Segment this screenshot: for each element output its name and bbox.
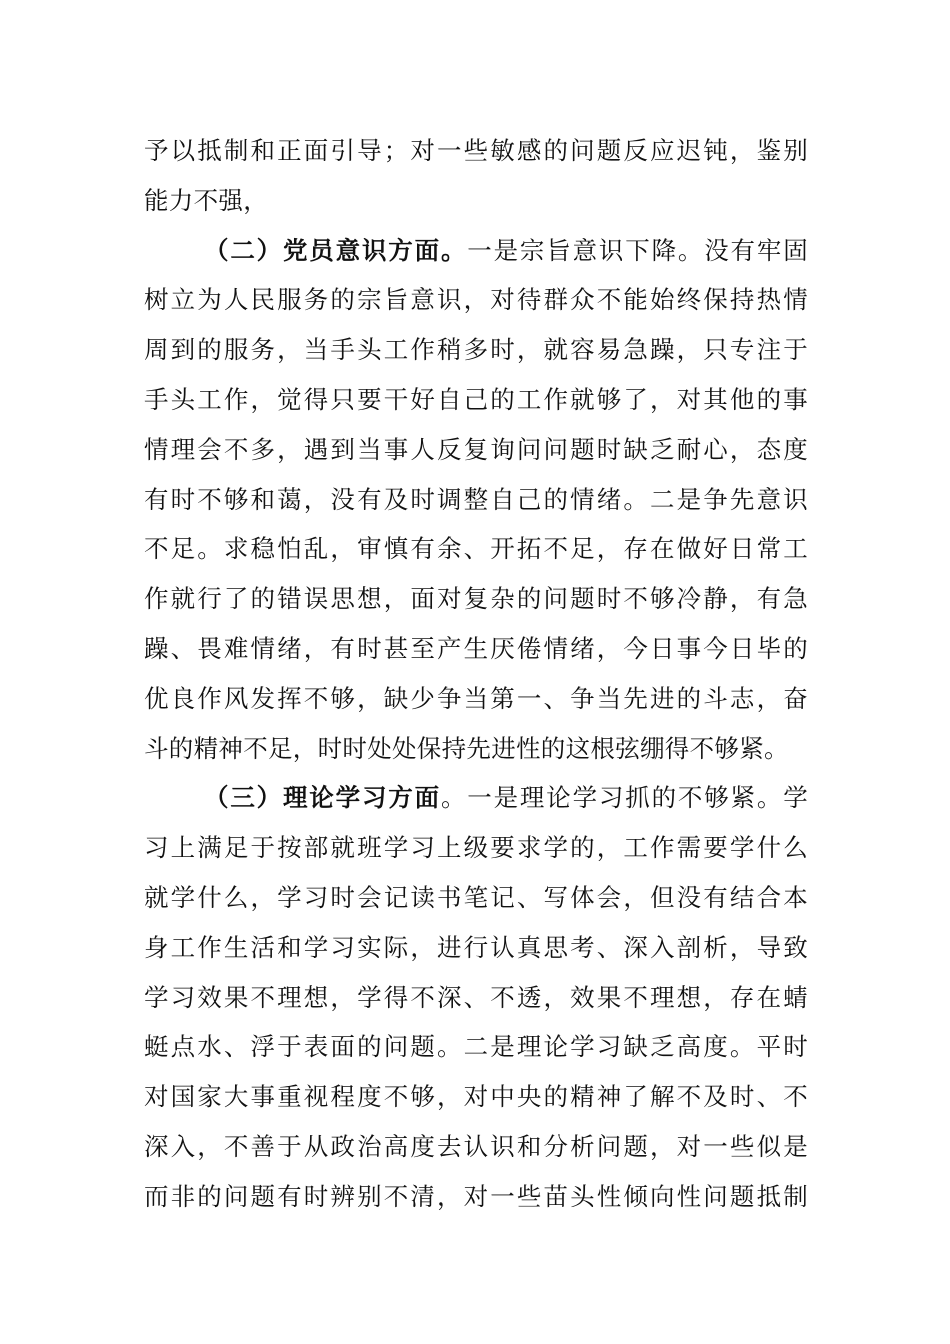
- text-line: 躁、畏难情绪，有时甚至产生厌倦情绪，今日事今日毕的: [144, 633, 808, 663]
- section-3-text: 。一是理论学习抓的不够紧。学: [440, 783, 809, 813]
- section-3-first-line: [144, 773, 808, 823]
- text-line: 能力不强，: [144, 185, 268, 215]
- text-line: 作就行了的错误思想，面对复杂的问题时不够冷静，有急: [144, 584, 808, 614]
- text-line: 手头工作，觉得只要干好自己的工作就够了，对其他的事: [144, 384, 808, 414]
- text-line: 深入，不善于从政治高度去认识和分析问题，对一些似是: [144, 1131, 808, 1161]
- body-text: [144, 126, 808, 1222]
- text-line: 蜓点水、浮于表面的问题。二是理论学习缺乏高度。平时: [144, 1032, 808, 1062]
- section-2-heading: （二）党员意识方面。: [204, 235, 468, 265]
- text-line: 斗的精神不足，时时处处保持先进性的这根弦绷得不够紧。: [144, 733, 789, 763]
- text-line: 就学什么，学习时会记读书笔记、写体会，但没有结合本: [144, 882, 808, 912]
- text-line: 优良作风发挥不够，缺少争当第一、争当先进的斗志，奋: [144, 683, 808, 713]
- text-line: 对国家大事重视程度不够，对中央的精神了解不及时、不: [144, 1082, 808, 1112]
- text-line: 而非的问题有时辨别不清，对一些苗头性倾向性问题抵制: [144, 1181, 808, 1211]
- text-line: 习上满足于按部就班学习上级要求学的，工作需要学什么: [144, 833, 808, 863]
- text-line: 予以抵制和正面引导；对一些敏感的问题反应迟钝，鉴别: [144, 136, 808, 165]
- section-2-first-line: [144, 226, 808, 276]
- text-line: 有时不够和蔼，没有及时调整自己的情绪。二是争先意识: [144, 484, 808, 514]
- text-line: 学习效果不理想，学得不深、不透，效果不理想，存在蜻: [144, 982, 808, 1012]
- text-line: 树立为人民服务的宗旨意识，对待群众不能始终保持热情: [144, 285, 808, 315]
- section-3-heading: （三）理论学习方面: [204, 783, 441, 813]
- text-line: 不足。求稳怕乱，审慎有余、开拓不足，存在做好日常工: [144, 534, 808, 564]
- text-line: 周到的服务，当手头工作稍多时，就容易急躁，只专注于: [144, 335, 808, 365]
- text-line: 身工作生活和学习实际，进行认真思考、深入剖析，导致: [144, 932, 808, 962]
- section-2-text: 一是宗旨意识下降。没有牢固: [467, 235, 809, 265]
- text-line: 情理会不多，遇到当事人反复询问问题时缺乏耐心，态度: [144, 434, 808, 464]
